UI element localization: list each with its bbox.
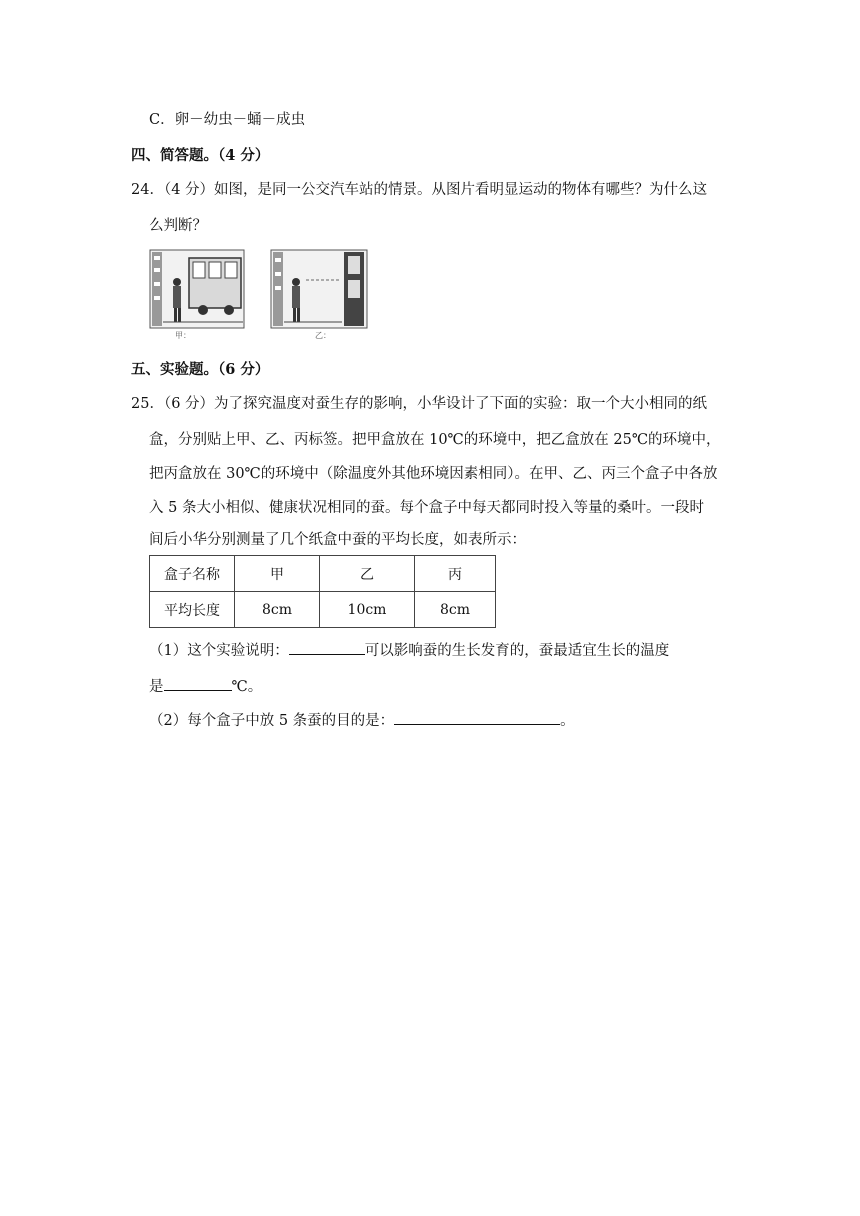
section-heading-short-answer: 四、简答题。（4 分） <box>131 147 270 164</box>
sub-question-1-line-2-suffix: ℃。 <box>231 679 263 695</box>
sub-question-2-suffix: 。 <box>560 713 575 729</box>
table-row <box>150 592 496 628</box>
question-25-line-4: 入 5 条大小相似、健康状况相同的蚕。每个盒子中每天都同时投入等量的桑叶。一段时 <box>149 500 704 516</box>
question-25-line-5: 间后小华分别测量了几个纸盒中蚕的平均长度，如表所示： <box>149 532 526 548</box>
table-cell: 乙 <box>320 556 415 592</box>
answer-blank-factor[interactable] <box>289 640 365 655</box>
table-header-cell: 盒子名称 <box>150 556 235 592</box>
sub-question-1-line-1 <box>149 640 669 661</box>
figure-1-caption: 甲： <box>175 331 191 340</box>
figure-2-caption: 乙： <box>315 331 331 340</box>
sub-question-2-prefix: （2）每个盒子中放 5 条蚕的目的是： <box>149 713 395 729</box>
table-cell: 甲 <box>235 556 320 592</box>
question-25-line-3: 把丙盒放在 30℃的环境中（除温度外其他环境因素相同）。在甲、乙、丙三个盒子中各放 <box>149 466 718 482</box>
sub-question-1-prefix: （1）这个实验说明： <box>149 643 289 659</box>
table-header-cell: 平均长度 <box>150 592 235 628</box>
question-24-line-1: 24．（4 分）如图，是同一公交汽车站的情景。从图片看明显运动的物体有哪些？为什么这 <box>131 182 708 198</box>
table-cell: 8cm <box>415 592 496 628</box>
bus-stop-figure-2 <box>270 248 368 340</box>
silkworm-length-table <box>149 555 496 628</box>
option-c: C．卵－幼虫－蛹－成虫 <box>149 112 306 128</box>
question-25-line-1: 25．（6 分）为了探究温度对蚕生存的影响，小华设计了下面的实验：取一个大小相同的纸 <box>131 396 708 412</box>
table-cell: 丙 <box>415 556 496 592</box>
question-24-line-2: 么判断？ <box>149 218 207 234</box>
table-cell: 10cm <box>320 592 415 628</box>
answer-blank-purpose[interactable] <box>394 710 560 725</box>
table-cell: 8cm <box>235 592 320 628</box>
question-25-line-2: 盒，分别贴上甲、乙、丙标签。把甲盒放在 10℃的环境中，把乙盒放在 25℃的环境中， <box>149 432 721 448</box>
sub-question-2 <box>149 710 575 731</box>
sub-question-1-suffix: 可以影响蚕的生长发育的，蚕最适宜生长的温度 <box>364 643 670 659</box>
answer-blank-temperature[interactable] <box>164 676 232 691</box>
section-heading-experiment: 五、实验题。（6 分） <box>131 361 270 378</box>
sub-question-1-line-2-prefix: 是 <box>149 679 164 695</box>
table-row <box>150 556 496 592</box>
sub-question-1-line-2 <box>149 676 262 697</box>
bus-stop-figure-1 <box>149 248 245 340</box>
